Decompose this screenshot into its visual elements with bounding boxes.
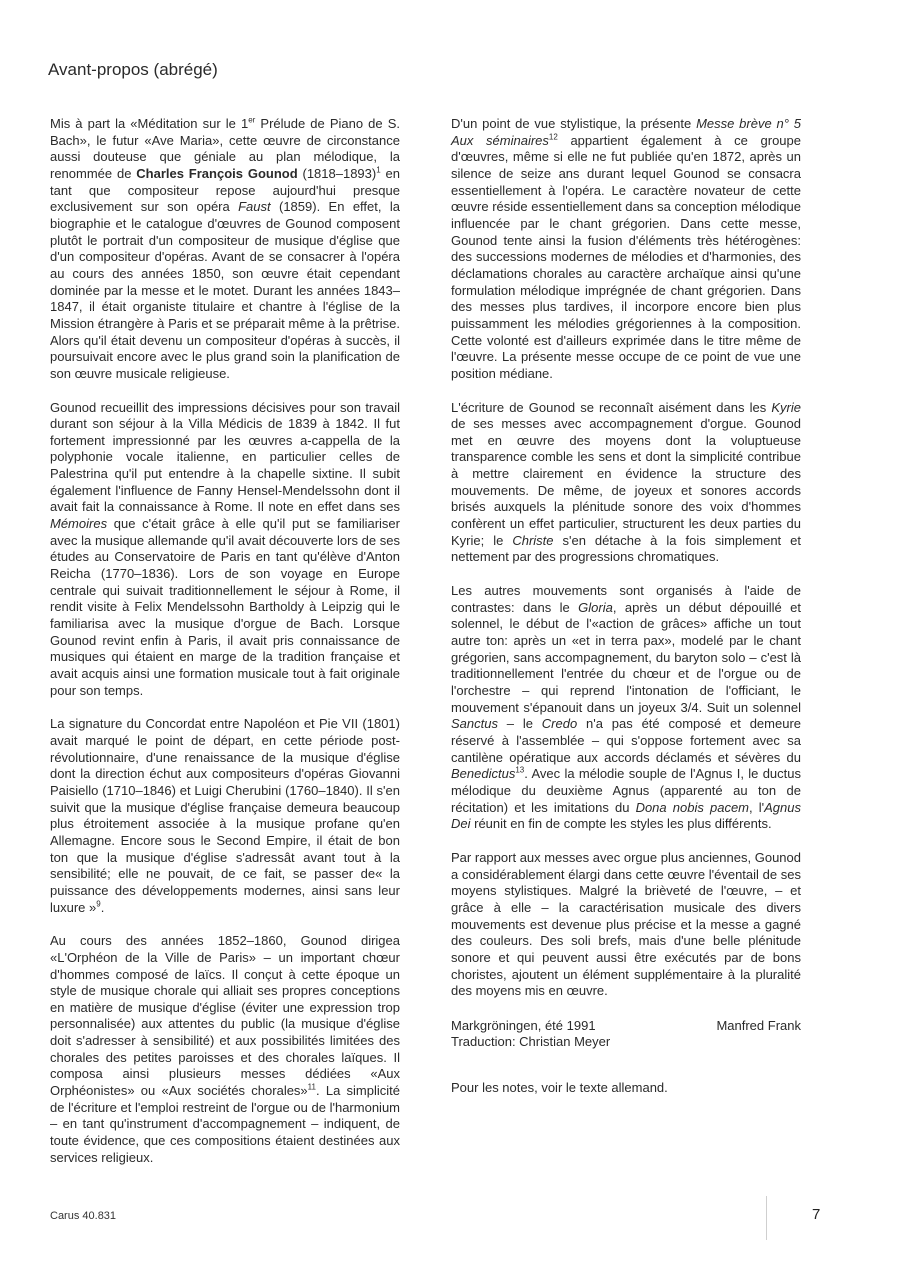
paragraph: Mis à part la «Méditation sur le 1er Prélude de Piano de S. Bach», le futur «Ave Maria», cette œuvre de circonstance aussi douteuse que géniale au plan mélodique, la renommée de Charles François Gounod (1818–1893)$^1$ en tant que compositeur repose aujourd'hui presque exclusivement sur son opéra Faust (1859). En effet, la biographie et le catalogue d'œuvres de Gounod composent plutôt le portrait d'un compositeur de musique d'église que d'un compositeur d'opéras. Avant de se consacrer à l'opéra au cours des années 1850, son œuvre était cependant dominée par la messe et le motet. Durant les années 1843–1847, il était organiste titulaire et chantre à l'église de la Mission étrangère à Paris et se préparait même à la prêtrise. Alors qu'il était devenu un compositeur d'opéras à succès, il poursuivait encore avec le plus grand soin la planification de son œuvre musicale religieuse. [50, 115, 400, 381]
left-column [50, 116, 400, 1183]
paragraph: D'un point de vue stylistique, la présente Messe brève n° 5 Aux séminaires$^{12}$ appartient également à ce groupe d'œuvres, même si elle ne fut publiée qu'en 1872, après un silence de seize ans durant lequel Gounod se consacra essentiellement à l'opéra. Le caractère novateur de cette œuvre réside essentiellement dans sa conception mélodique influencée par le chant grégorien. Dans cette messe, Gounod tente ainsi la fusion d'éléments très hétérogènes: des successions modernes de mélodies et d'harmonies, des déclamations chorales au caractère archaïque ainsi qu'une formulation mélodique imprégnée de chant grégorien. Dans des messes plus tardives, il incorpore encore bien plus puissamment les mélodies grégoriennes à la composition. Cette volonté est d'ailleurs exprimée dans le titre même de l'œuvre. La présente messe occupe de ce point de vue une position médiane. [451, 116, 801, 381]
page-title: Avant-propos (abrégé) [48, 60, 218, 79]
signature-place-date: Markgröningen, été 1991 [451, 1017, 596, 1033]
translator-credit: Traduction: Christian Meyer [451, 1033, 611, 1049]
signature [451, 1017, 801, 1034]
page-number: 7 [812, 1206, 821, 1223]
catalog-number: Carus 40.831 [50, 1210, 117, 1222]
paragraph: Par rapport aux messes avec orgue plus anciennes, Gounod a considérablement élargi dans cette œuvre l'éventail de ses moyens stylistiques. Malgré la brièveté de l'œuvre, – et grâce à elle – la caractérisation musicale des divers mouvements est devenue plus précise et la messe a gagné des couleurs. Des soli brefs, mais d'une belle plénitude sonore et qui peuvent aussi être exécutés par de bons choristes, ajoutent un élément supplémentaire à la pluralité des moyens mis en œuvre. [451, 849, 801, 999]
signature-author: Manfred Frank [716, 1017, 801, 1033]
notes-reference: Pour les notes, voir le texte allemand. [451, 1080, 668, 1096]
composer-name: Charles François Gounod [136, 165, 298, 181]
paragraph: La signature du Concordat entre Napoléon et Pie VII (1801) avait marqué le point de départ, en cette période post-révolutionnaire, d'une renaissance de la musique d'église dont la direction échut aux compositeurs d'opéras Giovanni Paisiello (1710–1846) et Luigi Cherubini (1760–1840). Il s'en suivit que la musique d'église française demeura beaucoup plus étroitement associée à la musique profane qu'en Allemagne. Encore sous le Second Empire, il était de bon ton que la musique d'église s'adressât avant tout à la sensibilité; elle ne pouvait, de ce fait, se passer de« la puissance des développements modernes, ainsi sans leur luxure »$^9$. [50, 716, 400, 915]
paragraph: Gounod recueillit des impressions décisives pour son travail durant son séjour à la Villa Médicis de 1839 à 1842. Il fut fortement impressionné par les œuvres a-cappella de la polyphonie vocale italienne, en particulier celles de Palestrina qu'il put entendre à la chapelle sixtine. Il subit également l'influence de Fanny Hensel-Mendelssohn dont il avait fait la connaissance à Rome. Il note en effet dans ses Mémoires que c'était grâce à elle qu'il put se familiariser avec la musique allemande qu'il avait découverte lors de ses études au Conservatoire de Paris en tant qu'élève d'Anton Reicha (1770–1836). Lors de son voyage en Europe centrale qui suivait traditionnellement le séjour à Rome, il rendit visite à Felix Mendelssohn Bartholdy à Leipzig qui le familiarisa avec la musique d'orgue de Bach. Lorsque Gounod revint enfin à Paris, il avait pris connaissance de musiques qui étaient en marge de la tradition française et avait acquis ainsi une formation musicale tout à fait originale pour son temps. [50, 399, 400, 698]
paragraph: Au cours des années 1852–1860, Gounod dirigea «L'Orphéon de la Ville de Paris» – un important chœur d'hommes composé de laïcs. Il conçut à cette époque un style de musique chorale qui alliait ses propres conceptions en matière de musique d'église (éviter une expression trop personnalisée) aux attentes du public (la musique d'église doit s'adresser à sensibilité) et aux possibilités limitées des chorales des petites paroisses et des chorales laïques. Il composa ainsi plusieurs messes dédiées «Aux Orphéonistes» ou «Aux sociétés chorales»$^{11}$. La simplicité de l'écriture et l'emploi restreint de l'orgue ou de l'harmonium – en tant qu'instrument d'accompagnement – indiquent, de toute évidence, que ces compositions étaient destinées aux services religieux. [50, 933, 400, 1165]
paragraph: Les autres mouvements sont organisés à l'aide de contrastes: dans le Gloria, après un début dépouillé et solennel, le début de l'«action de grâces» affiche un tout autre ton: après un «et in terra pax», modelé par le chant grégorien, sans accompagnement, du baryton solo – c'est là traditionnellement l'entrée du chœur et de l'orgue ou de l'orchestre – qui reprend l'intonation de l'officiant, le mouvement s'épanouit dans un joyeux 3/4. Suit un solennel Sanctus – le Credo n'a pas été composé et demeure réservé à l'assemblée – qui s'oppose fortement avec sa cantilène opératique aux accords déclamés et sévères du Benedictus$^{13}$. Avec la mélodie souple de l'Agnus I, le ductus mélodique du deuxième Agnus (apparenté au ton de récitation) et les imitations du Dona nobis pacem, l'Agnus Dei réunit en fin de compte les styles les plus différents. [451, 583, 802, 832]
right-column [451, 116, 801, 1097]
paragraph: L'écriture de Gounod se reconnaît aisément dans les Kyrie de ses messes avec accompagnement d'orgue. Gounod met en œuvre des moyens dont la voluptueuse transparence comble les sens et dont la simplicité contribue à mettre clairement en évidence la structure des mouvements. De même, de joyeux et sonores accords brisés auxquels la plénitude sonore des voix d'hommes confèrent un effet particulier, structurent les deux parties du Kyrie; le Christe s'en détache à la fois simplement et nettement par des progressions chromatiques. [451, 399, 802, 565]
footer-divider [766, 1196, 767, 1240]
